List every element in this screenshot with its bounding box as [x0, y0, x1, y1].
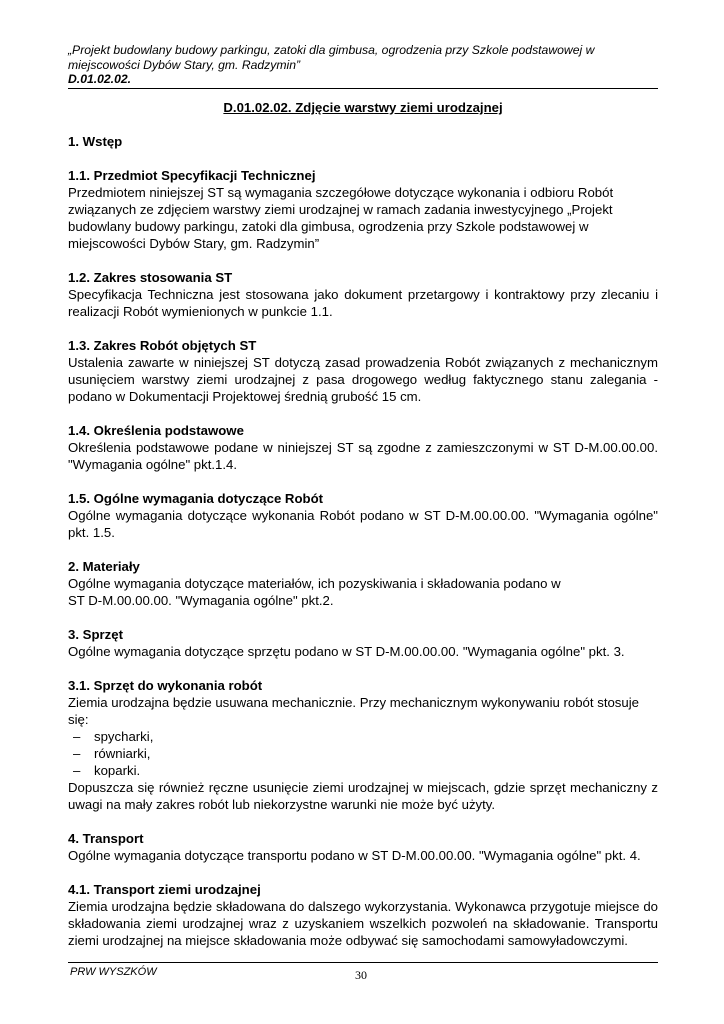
section-1-heading: 1. Wstęp [68, 134, 123, 149]
section-1-4-heading: 1.4. Określenia podstawowe [68, 423, 244, 438]
footer-company: PRW WYSZKÓW [70, 966, 157, 978]
equipment-list [68, 728, 658, 779]
section-1-4 [68, 422, 658, 473]
section-1-2-body: Specyfikacja Techniczna jest stosowana jako dokument przetargowy i kontraktowy przy zlecaniu i realizacji Robót wymienionych w punkcie 1.1. [68, 287, 658, 319]
section-2-heading: 2. Materiały [68, 559, 140, 574]
section-4 [68, 830, 658, 864]
section-1-2 [68, 269, 658, 320]
section-3-body: Ogólne wymagania dotyczące sprzętu podano w ST D-M.00.00.00. "Wymagania ogólne" pkt. 3. [68, 644, 625, 659]
section-1-5-heading: 1.5. Ogólne wymagania dotyczące Robót [68, 491, 324, 506]
section-2 [68, 558, 658, 609]
section-4-1 [68, 881, 658, 949]
header-project-line-2: miejscowości Dybów Stary, gm. Radzymin” [68, 57, 301, 72]
page-header [68, 43, 658, 89]
section-4-body: Ogólne wymagania dotyczące transportu podano w ST D-M.00.00.00. "Wymagania ogólne" pkt. 4. [68, 848, 641, 863]
list-item: – koparki. [68, 762, 658, 779]
section-1-3-heading: 1.3. Zakres Robót objętych ST [68, 338, 257, 353]
header-spec-code: D.01.02.02. [68, 72, 132, 86]
section-1-1 [68, 167, 658, 252]
list-item: – spycharki, [68, 728, 658, 745]
section-4-heading: 4. Transport [68, 831, 144, 846]
section-1-5-body: Ogólne wymagania dotyczące wykonania Robót podano w ST D-M.00.00.00. "Wymagania ogólne" pkt. 1.5. [68, 508, 658, 540]
section-3 [68, 626, 658, 660]
section-1 [68, 133, 658, 150]
document-title: D.01.02.02. Zdjęcie warstwy ziemi urodzajnej [223, 100, 503, 115]
section-1-3 [68, 337, 658, 405]
section-1-1-body: Przedmiotem niniejszej ST są wymagania szczegółowe dotyczące wykonania i odbioru Robót związanych ze zdjęciem warstwy ziemi urodzajnej w ramach zadania inwestycyjnego „Projekt budowlany budowy parkingu, zatoki dla gimbusa, ogrodzenia przy Szkole podstawowej w miejscowości Dybów Stary, gm. Radzymin” [68, 185, 614, 251]
page-number: 30 [355, 968, 367, 982]
section-1-4-body: Określenia podstawowe podane w niniejszej ST są zgodne z zamieszczonymi w ST D-M.00.00.00. "Wymagania ogólne" pkt.1.4. [68, 440, 658, 472]
section-3-1 [68, 677, 658, 813]
section-1-5 [68, 490, 658, 541]
header-project-line-1: „Projekt budowlany budowy parkingu, zatoki dla gimbusa, ogrodzenia przy Szkole podstawowej w [68, 43, 595, 57]
section-3-heading: 3. Sprzęt [68, 627, 123, 642]
section-2-body-line-1: Ogólne wymagania dotyczące materiałów, ich pozyskiwania i składowania podano w [68, 576, 561, 591]
section-3-1-intro: Ziemia urodzajna będzie usuwana mechanicznie. Przy mechanicznym wykonywaniu robót stosuje się: [68, 695, 640, 727]
section-1-2-heading: 1.2. Zakres stosowania ST [68, 270, 233, 285]
section-1-1-heading: 1.1. Przedmiot Specyfikacji Technicznej [68, 168, 316, 183]
section-3-1-outro: Dopuszcza się również ręczne usunięcie ziemi urodzajnej w miejscach, gdzie sprzęt mechaniczny z uwagi na mały zakres robót lub niekorzystne warunki nie może być użyty. [68, 780, 658, 812]
list-item: – równiarki, [68, 745, 658, 762]
page-footer [68, 962, 658, 985]
section-4-1-heading: 4.1. Transport ziemi urodzajnej [68, 882, 261, 897]
document-body [68, 99, 658, 966]
section-1-3-body: Ustalenia zawarte w niniejszej ST dotyczą zasad prowadzenia Robót związanych z mechanicznym usunięciem warstwy ziemi urodzajnej z pasa drogowego według faktycznego stanu zalegania - podano w Dokumentacji Projektowej średnią grubość 15 cm. [68, 355, 658, 404]
section-2-body-line-2: ST D-M.00.00.00. "Wymagania ogólne" pkt.2. [68, 593, 334, 608]
section-3-1-heading: 3.1. Sprzęt do wykonania robót [68, 678, 263, 693]
section-4-1-body: Ziemia urodzajna będzie składowana do dalszego wykorzystania. Wykonawca przygotuje miejsce do składowania ziemi urodzajnej wraz z uzyskaniem wszelkich pozwoleń na składowanie. Transportu ziemi urodzajnej na miejsce składowania może odbywać się samochodami samowyładowczymi. [68, 899, 658, 948]
